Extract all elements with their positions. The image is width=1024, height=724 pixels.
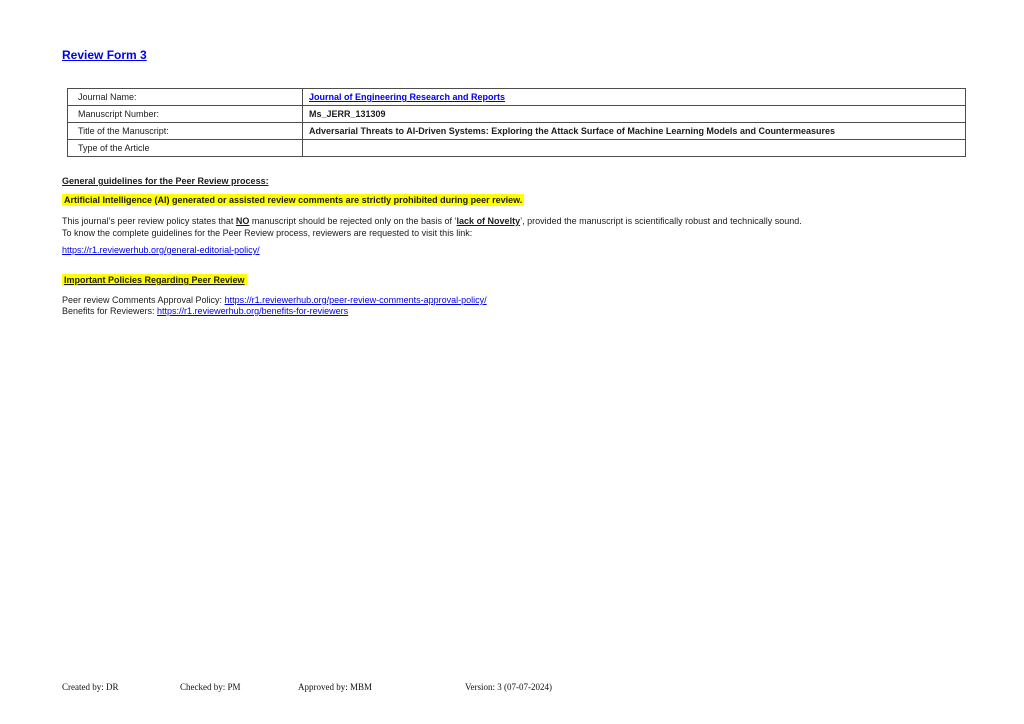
footer-version: Version: 3 (07-07-2024)	[465, 682, 552, 692]
benefits-line	[62, 306, 348, 316]
approval-policy-line	[62, 295, 487, 305]
article-type-label: Type of the Article	[68, 140, 303, 157]
benefits-label: Benefits for Reviewers:	[62, 306, 158, 316]
footer-approved-by: Approved by: MBM	[298, 682, 372, 692]
manuscript-title-label: Title of the Manuscript:	[68, 123, 303, 140]
manuscript-number-value: Ms_JERR_131309	[303, 106, 966, 123]
journal-name-cell	[303, 89, 966, 106]
policy-text-pre: This journal’s peer review policy states that	[62, 216, 236, 226]
manuscript-number-label: Manuscript Number:	[68, 106, 303, 123]
page-title: Review Form 3	[62, 48, 147, 62]
table-row-article-type	[68, 140, 966, 157]
general-policy-link-line	[62, 245, 260, 255]
peer-review-policy-paragraph	[62, 215, 972, 239]
table-row-manuscript-number	[68, 106, 966, 123]
policy-text-no: NO	[235, 216, 250, 226]
ai-prohibition-notice: Artificial Intelligence (AI) generated or assisted review comments are strictly prohibited during peer review.	[64, 195, 523, 205]
footer-created-by: Created by: DR	[62, 682, 119, 692]
visit-link-line: To know the complete guidelines for the Peer Review process, reviewers are requested to visit this link:	[62, 228, 473, 238]
approval-policy-link[interactable]: https://r1.reviewerhub.org/peer-review-comments-approval-policy/	[224, 295, 487, 305]
manuscript-info-table	[67, 88, 966, 157]
important-policies-heading: Important Policies Regarding Peer Review	[64, 275, 245, 285]
policy-text-mid: manuscript should be rejected only on the basis of ‘	[249, 216, 457, 226]
table-row-journal-name	[68, 89, 966, 106]
approval-policy-label: Peer review Comments Approval Policy:	[62, 295, 225, 305]
article-type-value	[303, 140, 966, 157]
policy-text-novelty: lack of Novelty	[456, 216, 521, 226]
footer-checked-by: Checked by: PM	[180, 682, 241, 692]
general-editorial-policy-link[interactable]: https://r1.reviewerhub.org/general-editorial-policy/	[62, 245, 260, 255]
journal-name-label: Journal Name:	[68, 89, 303, 106]
benefits-link[interactable]: https://r1.reviewerhub.org/benefits-for-reviewers	[157, 306, 349, 316]
general-guidelines-heading: General guidelines for the Peer Review process:	[62, 176, 269, 186]
table-row-manuscript-title	[68, 123, 966, 140]
manuscript-title-value: Adversarial Threats to AI-Driven Systems: Exploring the Attack Surface of Machine Learning Models and Countermeasures	[303, 123, 966, 140]
journal-name-link[interactable]: Journal of Engineering Research and Reports	[309, 92, 506, 102]
policy-text-post: ’, provided the manuscript is scientifically robust and technically sound.	[520, 216, 802, 226]
